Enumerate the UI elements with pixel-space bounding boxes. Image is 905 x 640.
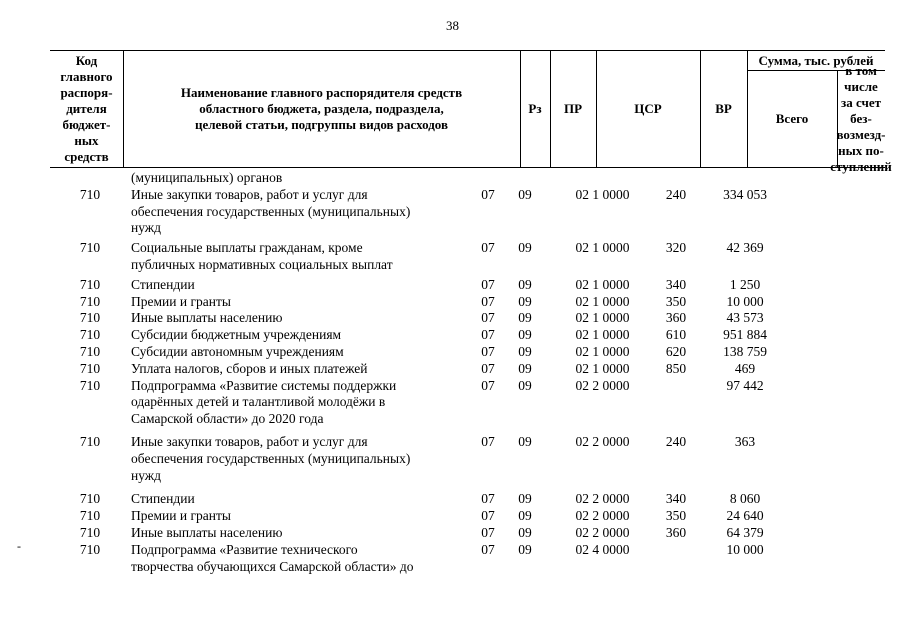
cell-name-line: Премии и гранты (131, 293, 231, 309)
cell-pr: 09 (518, 310, 532, 326)
cell-name-line: нужд (131, 220, 161, 236)
cell-vr: 350 (665, 293, 687, 309)
table-row (50, 508, 885, 525)
cell-name (131, 344, 471, 361)
cell-rz: 07 (481, 327, 495, 343)
header-incl: в том числе за счет без- возмезд- ных по- ступлений (830, 63, 892, 174)
cell-vr: 240 (665, 433, 687, 449)
cell-rz: 07 (481, 491, 495, 507)
cell-name-line: одарённых детей и талантливой молодёжи в (131, 394, 386, 410)
cell-code: 710 (79, 524, 101, 540)
table-row (50, 277, 885, 294)
cell-vr: 320 (665, 240, 687, 256)
cell-name (131, 240, 471, 274)
cell-pr: 09 (518, 276, 532, 292)
header-total: Всего (775, 111, 809, 126)
cell-pr: 09 (518, 327, 532, 343)
cell-rz: 07 (481, 293, 495, 309)
cell-sum: 97 442 (726, 377, 764, 393)
cell-vr: 340 (665, 276, 687, 292)
cell-code: 710 (79, 293, 101, 309)
cell-pr: 09 (518, 433, 532, 449)
cell-code: 710 (79, 377, 101, 393)
cell-name-line: Подпрограмма «Развитие системы поддержки (131, 377, 397, 393)
cell-name-line: Субсидии автономным учреждениям (131, 343, 344, 359)
cell-pr: 09 (518, 491, 532, 507)
cell-csr: 02 1 0000 (575, 240, 630, 256)
cell-code: 710 (79, 343, 101, 359)
cell-csr: 02 2 0000 (575, 377, 630, 393)
cell-name (131, 542, 471, 576)
cell-pr: 09 (518, 377, 532, 393)
cell-code: 710 (79, 186, 101, 202)
cell-sum: 469 (734, 360, 756, 376)
cell-code: 710 (79, 327, 101, 343)
cell-name-line: нужд (131, 467, 161, 483)
cell-code: 710 (79, 508, 101, 524)
cell-sum: 10 000 (726, 541, 764, 557)
cell-name-line: (муниципальных) органов (131, 170, 283, 185)
cell-rz: 07 (481, 433, 495, 449)
cell-name (131, 294, 471, 311)
header-vr: ВР (715, 101, 732, 116)
cell-name-line: Иные закупки товаров, работ и услуг для (131, 186, 368, 202)
table-row (50, 170, 885, 187)
cell-name (131, 378, 471, 428)
cell-pr: 09 (518, 240, 532, 256)
cell-rz: 07 (481, 377, 495, 393)
cell-name (131, 187, 471, 237)
cell-pr: 09 (518, 541, 532, 557)
cell-name-line: обеспечения государственных (муниципальных) (131, 203, 411, 219)
cell-rz: 07 (481, 541, 495, 557)
cell-code: 710 (79, 360, 101, 376)
cell-vr: 340 (665, 491, 687, 507)
stray-mark: - (17, 539, 21, 553)
cell-csr: 02 1 0000 (575, 293, 630, 309)
cell-sum: 64 379 (726, 524, 764, 540)
header-rz: Рз (528, 101, 542, 116)
cell-name (131, 434, 471, 484)
cell-name (131, 170, 471, 187)
cell-sum: 42 369 (726, 240, 764, 256)
cell-rz: 07 (481, 343, 495, 359)
cell-csr: 02 2 0000 (575, 433, 630, 449)
cell-vr: 620 (665, 343, 687, 359)
header-code (50, 51, 123, 167)
cell-sum: 10 000 (726, 293, 764, 309)
cell-name (131, 361, 471, 378)
cell-sum: 24 640 (726, 508, 764, 524)
cell-name-line: Стипендии (131, 491, 195, 507)
table-row (50, 491, 885, 508)
cell-code: 710 (79, 433, 101, 449)
cell-name-line: публичных нормативных социальных выплат (131, 256, 393, 272)
cell-name (131, 327, 471, 344)
cell-rz: 07 (481, 276, 495, 292)
cell-name (131, 508, 471, 525)
table-row (50, 378, 885, 428)
page-number: 38 (446, 18, 459, 33)
cell-pr: 09 (518, 343, 532, 359)
cell-sum: 138 759 (723, 343, 767, 359)
cell-pr: 09 (518, 508, 532, 524)
cell-pr: 09 (518, 186, 532, 202)
cell-csr: 02 2 0000 (575, 491, 630, 507)
cell-rz: 07 (481, 524, 495, 540)
cell-name-line: Уплата налогов, сборов и иных платежей (131, 360, 368, 376)
cell-csr: 02 2 0000 (575, 524, 630, 540)
cell-csr: 02 4 0000 (575, 541, 630, 557)
cell-name-line: Иные выплаты населению (131, 524, 283, 540)
table-row (50, 187, 885, 237)
header-csr: ЦСР (634, 101, 662, 116)
cell-name-line: Иные закупки товаров, работ и услуг для (131, 433, 368, 449)
table-header (50, 50, 892, 174)
cell-code: 710 (79, 491, 101, 507)
cell-sum: 8 060 (729, 491, 761, 507)
cell-vr: 350 (665, 508, 687, 524)
cell-rz: 07 (481, 310, 495, 326)
cell-vr: 610 (665, 327, 687, 343)
header-pr: ПР (563, 101, 583, 116)
cell-sum: 363 (734, 433, 756, 449)
cell-name-line: Социальные выплаты гражданам, кроме (131, 240, 363, 256)
header-code-text: Код главного распоря- дителя бюджет- ных средств (60, 53, 113, 164)
table-row (50, 434, 885, 484)
cell-csr: 02 1 0000 (575, 360, 630, 376)
cell-name (131, 310, 471, 327)
cell-csr: 02 1 0000 (575, 186, 630, 202)
cell-sum: 334 053 (723, 186, 767, 202)
cell-rz: 07 (481, 240, 495, 256)
table-row (50, 344, 885, 361)
cell-csr: 02 1 0000 (575, 276, 630, 292)
cell-name-line: Стипендии (131, 276, 195, 292)
table-row (50, 240, 885, 274)
cell-sum: 43 573 (726, 310, 764, 326)
cell-name-line: обеспечения государственных (муниципальных) (131, 450, 411, 466)
cell-name-line: Иные выплаты населению (131, 310, 283, 326)
cell-name-line: Субсидии бюджетным учреждениям (131, 327, 342, 343)
cell-name-line: Премии и гранты (131, 508, 231, 524)
table-row (50, 310, 885, 327)
table-row (50, 361, 885, 378)
cell-vr: 360 (665, 310, 687, 326)
cell-vr: 240 (665, 186, 687, 202)
cell-sum: 1 250 (729, 276, 761, 292)
table-row (50, 525, 885, 542)
cell-pr: 09 (518, 524, 532, 540)
cell-vr: 360 (665, 524, 687, 540)
table-row (50, 327, 885, 344)
cell-csr: 02 1 0000 (575, 327, 630, 343)
cell-vr: 850 (665, 360, 687, 376)
cell-pr: 09 (518, 293, 532, 309)
cell-name-line: Подпрограмма «Развитие технического (131, 541, 358, 557)
cell-csr: 02 2 0000 (575, 508, 630, 524)
header-name: Наименование главного распорядителя средств областного бюджета, раздела, подраздела, целевой статьи, подгруппы видов расходов (180, 85, 463, 132)
cell-name (131, 491, 471, 508)
cell-sum: 951 884 (723, 327, 767, 343)
table-row (50, 294, 885, 311)
cell-name (131, 277, 471, 294)
table-row (50, 542, 885, 576)
cell-csr: 02 1 0000 (575, 310, 630, 326)
cell-code: 710 (79, 310, 101, 326)
cell-rz: 07 (481, 186, 495, 202)
cell-csr: 02 1 0000 (575, 343, 630, 359)
cell-code: 710 (79, 240, 101, 256)
header-sum-group: Сумма, тыс. рублей (758, 52, 874, 68)
cell-name-line: Самарской области» до 2020 года (131, 411, 324, 427)
cell-rz: 07 (481, 508, 495, 524)
cell-code: 710 (79, 276, 101, 292)
table-body (50, 170, 885, 575)
cell-pr: 09 (518, 360, 532, 376)
cell-rz: 07 (481, 360, 495, 376)
cell-name (131, 525, 471, 542)
cell-name-line: творчества обучающихся Самарской области» до (131, 558, 414, 574)
cell-code: 710 (79, 541, 101, 557)
